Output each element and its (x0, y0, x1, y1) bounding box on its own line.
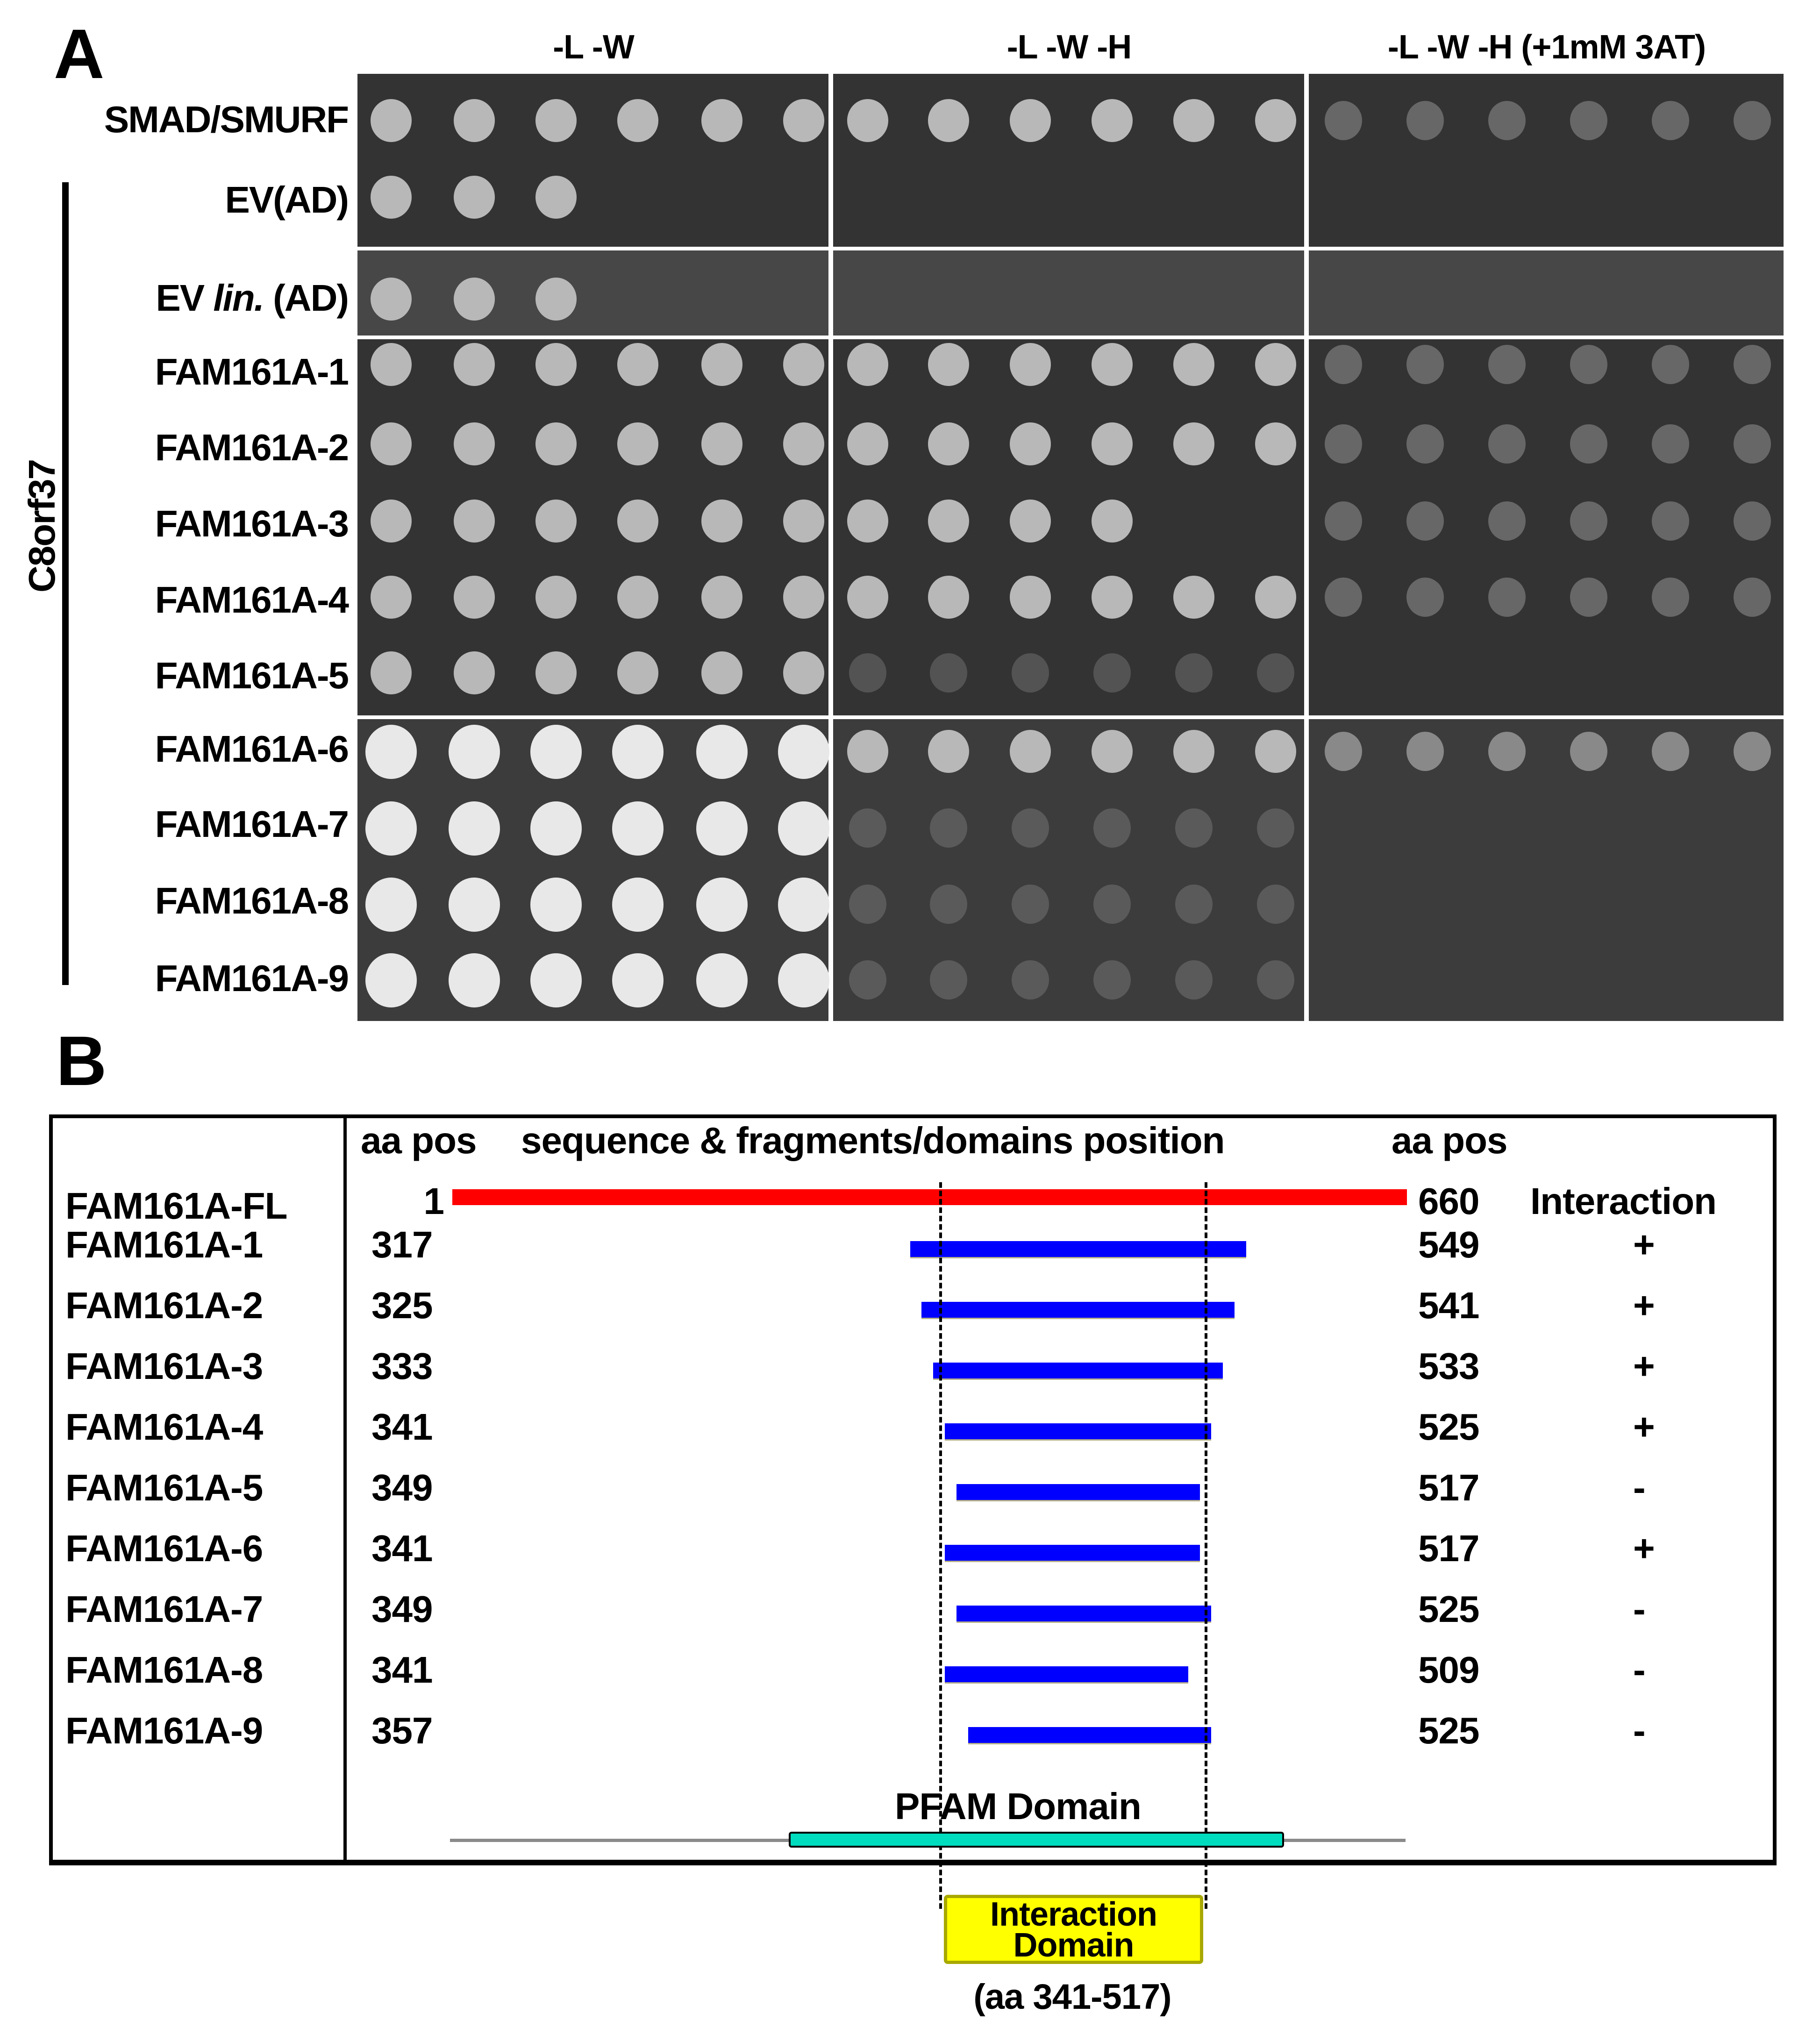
yeast-spot (928, 343, 969, 386)
yeast-spot (617, 422, 658, 465)
yeast-spot (1173, 730, 1214, 773)
yeast-spot (1255, 343, 1296, 386)
yeast-spot (930, 885, 967, 924)
yeast-spot (849, 885, 886, 924)
yeast-spot (1010, 730, 1051, 773)
yeast-spot (1093, 960, 1131, 1000)
yeast-spot (783, 422, 824, 465)
yeast-spot (371, 651, 412, 694)
yeast-spot (535, 651, 577, 694)
yeast-spot (928, 500, 969, 543)
fragment-bar (910, 1241, 1246, 1258)
row-label-fam161a-9: FAM161A-9 (155, 957, 348, 999)
yeast-spot (1175, 885, 1213, 924)
yeast-spot (1570, 101, 1607, 140)
fragment-end: 525 (1418, 1710, 1479, 1751)
fragment-bar (945, 1666, 1188, 1684)
yeast-spot (1325, 101, 1362, 140)
yeast-spot (535, 278, 577, 321)
yeast-spot (1652, 101, 1689, 140)
yeast-spot (1012, 960, 1049, 1000)
yeast-spot (612, 801, 664, 856)
yeast-spot (701, 576, 742, 619)
yeast-spot (928, 730, 969, 773)
yeast-spot (1652, 424, 1689, 464)
yeast-spot (778, 953, 829, 1007)
plate-lwh-top (833, 74, 1304, 247)
yeast-spot (371, 500, 412, 543)
yeast-spot (1012, 808, 1049, 848)
interaction-domain-line2: Domain (1013, 1927, 1134, 1964)
yeast-spot (1734, 345, 1771, 384)
yeast-spot (535, 422, 577, 465)
yeast-spot (530, 725, 582, 779)
yeast-spot (1570, 345, 1607, 384)
yeast-spot (1652, 345, 1689, 384)
panel-a-letter: A (54, 14, 105, 93)
fragment-start: 357 (371, 1710, 433, 1751)
pfam-label: PFAM Domain (895, 1785, 1141, 1827)
fragment-interaction: + (1633, 1285, 1655, 1326)
yeast-spot (778, 801, 829, 856)
yeast-spot (1092, 500, 1133, 543)
fragment-label: FAM161A-6 (65, 1528, 263, 1569)
plate-lwh-evlin (833, 250, 1304, 336)
yeast-spot (1570, 501, 1607, 541)
yeast-spot (783, 651, 824, 694)
fragment-end: 517 (1418, 1528, 1479, 1569)
yeast-spot (1488, 101, 1526, 140)
yeast-spot (847, 343, 888, 386)
yeast-spot (783, 500, 824, 543)
fragment-end: 541 (1418, 1285, 1479, 1326)
fragment-start: 341 (371, 1406, 433, 1448)
yeast-spot (530, 801, 582, 856)
row-label-fam161a-2: FAM161A-2 (155, 427, 348, 468)
yeast-spot (1012, 885, 1049, 924)
fragment-map-box (49, 1114, 1777, 1865)
yeast-spot (928, 99, 969, 142)
fragment-label: FAM161A-7 (65, 1588, 263, 1630)
yeast-spot (365, 953, 417, 1007)
fragment-interaction: + (1633, 1406, 1655, 1448)
interaction-domain-range: (aa 341-517) (973, 1977, 1171, 2017)
yeast-spot (1173, 422, 1214, 465)
fragment-bar (956, 1606, 1212, 1623)
plate-3at-top (1309, 74, 1784, 247)
fragment-end: 533 (1418, 1345, 1479, 1387)
yeast-spot (778, 725, 829, 779)
row-label-fam161a-8: FAM161A-8 (155, 880, 348, 921)
fl-start: 1 (423, 1180, 444, 1222)
yeast-spot (535, 176, 577, 219)
fragment-bar (968, 1727, 1212, 1744)
yeast-spot (1406, 345, 1444, 384)
fragment-interaction: + (1633, 1528, 1655, 1569)
pfam-domain-bar (789, 1832, 1284, 1848)
yeast-spot (783, 99, 824, 142)
yeast-spot (1406, 101, 1444, 140)
yeast-spot (1406, 501, 1444, 541)
row-label-fam161a-3: FAM161A-3 (155, 503, 348, 544)
fl-bar (452, 1189, 1407, 1205)
fragment-label: FAM161A-2 (65, 1285, 263, 1326)
yeast-spot (449, 953, 500, 1007)
yeast-spot (696, 878, 748, 932)
fragment-interaction: - (1633, 1649, 1645, 1691)
yeast-spot (1734, 424, 1771, 464)
row-label-ev-lin-ad: EV lin. (AD) (156, 277, 348, 319)
yeast-spot (612, 878, 664, 932)
yeast-spot (1570, 732, 1607, 771)
yeast-spot (1488, 501, 1526, 541)
yeast-spot (1570, 578, 1607, 617)
yeast-spot (365, 878, 417, 932)
interaction-domain-box (944, 1895, 1203, 1964)
yeast-spot (617, 576, 658, 619)
yeast-spot (1325, 424, 1362, 464)
yeast-spot (371, 422, 412, 465)
yeast-spot (849, 960, 886, 1000)
yeast-spot (847, 99, 888, 142)
row-label-fam161a-6: FAM161A-6 (155, 728, 348, 770)
yeast-spot (847, 422, 888, 465)
yeast-spot (1255, 99, 1296, 142)
yeast-spot (1092, 730, 1133, 773)
yeast-spot (1255, 730, 1296, 773)
yeast-spot (617, 651, 658, 694)
fragment-end: 517 (1418, 1467, 1479, 1508)
yeast-spot (454, 576, 495, 619)
fragment-bar (945, 1423, 1211, 1441)
plate-lw-evlin (357, 250, 828, 336)
yeast-spot (530, 878, 582, 932)
fragment-label: FAM161A-3 (65, 1345, 263, 1387)
row-label-smad-smurf: SMAD/SMURF (104, 99, 348, 140)
yeast-spot (1010, 500, 1051, 543)
yeast-spot (849, 808, 886, 848)
yeast-spot (928, 576, 969, 619)
yeast-spot (1175, 808, 1213, 848)
yeast-spot (1325, 732, 1362, 771)
yeast-spot (930, 808, 967, 848)
plate-grid (357, 74, 1784, 1021)
yeast-spot (617, 500, 658, 543)
yeast-spot (1093, 885, 1131, 924)
yeast-spot (701, 500, 742, 543)
yeast-spot (701, 422, 742, 465)
yeast-spot (612, 725, 664, 779)
yeast-spot (1488, 424, 1526, 464)
yeast-spot (701, 99, 742, 142)
yeast-spot (1734, 578, 1771, 617)
plate-3at-evlin (1309, 250, 1784, 336)
row-label-ev-ad: EV(AD) (225, 179, 348, 221)
yeast-spot (1010, 99, 1051, 142)
plate-lwh-mid (833, 339, 1304, 715)
plate-lw-mid (357, 339, 828, 715)
yeast-spot (1488, 345, 1526, 384)
yeast-spot (1325, 501, 1362, 541)
yeast-spot (371, 278, 412, 321)
yeast-spot (930, 653, 967, 693)
yeast-spot (1255, 422, 1296, 465)
yeast-spot (1092, 343, 1133, 386)
header-title: sequence & fragments/domains position (521, 1120, 1225, 1161)
fragment-label: FAM161A-9 (65, 1710, 263, 1751)
interaction-end-dashed-line (1205, 1182, 1207, 1909)
yeast-spot (847, 500, 888, 543)
yeast-spot (535, 343, 577, 386)
yeast-spot (454, 343, 495, 386)
yeast-spot (617, 343, 658, 386)
yeast-spot (701, 651, 742, 694)
row-label-fam161a-1: FAM161A-1 (155, 351, 348, 393)
fragment-start: 333 (371, 1345, 433, 1387)
yeast-spot (1255, 576, 1296, 619)
yeast-spot (454, 278, 495, 321)
fragment-end: 525 (1418, 1406, 1479, 1448)
yeast-spot (930, 960, 967, 1000)
yeast-spot (1092, 422, 1133, 465)
yeast-spot (1325, 578, 1362, 617)
plate-3at-mid (1309, 339, 1784, 715)
yeast-spot (454, 500, 495, 543)
fragment-bar (921, 1302, 1235, 1319)
plate-3at-bottom (1309, 719, 1784, 1021)
row-label-fam161a-5: FAM161A-5 (155, 655, 348, 696)
yeast-spot (928, 422, 969, 465)
yeast-spot (1734, 732, 1771, 771)
yeast-spot (1570, 424, 1607, 464)
plate-lw-bottom (357, 719, 828, 1021)
label-divider (343, 1118, 347, 1861)
column-header-lwh: -L -W -H (1006, 29, 1132, 66)
fragment-end: 509 (1418, 1649, 1479, 1691)
fragment-label: FAM161A-8 (65, 1649, 263, 1691)
yeast-spot (1406, 732, 1444, 771)
fragment-interaction: - (1633, 1588, 1645, 1630)
yeast-spot (1488, 732, 1526, 771)
yeast-spot (1406, 424, 1444, 464)
panel-b-letter: B (56, 1021, 107, 1100)
yeast-spot (1173, 99, 1214, 142)
fragment-start: 341 (371, 1649, 433, 1691)
yeast-spot (535, 500, 577, 543)
fl-end: 660 (1418, 1180, 1479, 1222)
interaction-header: Interaction (1530, 1180, 1716, 1222)
fragment-label: FAM161A-1 (65, 1224, 263, 1265)
yeast-spot (1257, 653, 1294, 693)
yeast-spot (1093, 808, 1131, 848)
yeast-spot (1092, 99, 1133, 142)
fragment-interaction: + (1633, 1345, 1655, 1387)
yeast-spot (1173, 343, 1214, 386)
plate-lwh-bottom (833, 719, 1304, 1021)
yeast-spot (535, 576, 577, 619)
yeast-spot (530, 953, 582, 1007)
yeast-spot (849, 653, 886, 693)
yeast-spot (1488, 578, 1526, 617)
fragment-start: 317 (371, 1224, 433, 1265)
yeast-spot (696, 725, 748, 779)
yeast-spot (535, 99, 577, 142)
yeast-spot (783, 576, 824, 619)
yeast-spot (454, 99, 495, 142)
yeast-spot (1092, 576, 1133, 619)
fragment-label: FAM161A-4 (65, 1406, 263, 1448)
interaction-domain-line1: Interaction (990, 1896, 1157, 1933)
yeast-spot (617, 99, 658, 142)
yeast-spot (701, 343, 742, 386)
fragment-label: FAM161A-5 (65, 1467, 263, 1508)
yeast-spot (371, 343, 412, 386)
header-aa-pos-left: aa pos (361, 1120, 477, 1161)
yeast-spot (696, 953, 748, 1007)
fragment-start: 349 (371, 1467, 433, 1508)
yeast-spot (365, 725, 417, 779)
row-label-fam161a-7: FAM161A-7 (155, 803, 348, 845)
yeast-spot (847, 576, 888, 619)
yeast-spot (365, 801, 417, 856)
yeast-spot (454, 422, 495, 465)
yeast-spot (1257, 960, 1294, 1000)
yeast-spot (449, 801, 500, 856)
yeast-spot (1406, 578, 1444, 617)
yeast-spot (1010, 422, 1051, 465)
yeast-spot (778, 878, 829, 932)
column-header-lwh-3at: -L -W -H (+1mM 3AT) (1387, 29, 1706, 66)
fragment-start: 349 (371, 1588, 433, 1630)
yeast-spot (1010, 576, 1051, 619)
yeast-spot (1093, 653, 1131, 693)
yeast-spot (783, 343, 824, 386)
yeast-spot (1325, 345, 1362, 384)
column-header-lw: -L -W (553, 29, 634, 66)
fragment-end: 549 (1418, 1224, 1479, 1265)
fragment-start: 325 (371, 1285, 433, 1326)
header-aa-pos-right: aa pos (1392, 1120, 1507, 1161)
yeast-spot (1652, 501, 1689, 541)
yeast-spot (1173, 576, 1214, 619)
fragment-start: 341 (371, 1528, 433, 1569)
yeast-spot (449, 725, 500, 779)
fragment-bar (945, 1545, 1200, 1562)
yeast-spot (449, 878, 500, 932)
row-label-fam161a-4: FAM161A-4 (155, 579, 348, 621)
fragment-end: 525 (1418, 1588, 1479, 1630)
yeast-spot (454, 651, 495, 694)
fragment-interaction: - (1633, 1467, 1645, 1508)
yeast-spot (1652, 578, 1689, 617)
fragment-interaction: + (1633, 1224, 1655, 1265)
yeast-spot (1257, 808, 1294, 848)
yeast-spot (371, 576, 412, 619)
yeast-spot (1012, 653, 1049, 693)
yeast-spot (1257, 885, 1294, 924)
yeast-spot (1175, 653, 1213, 693)
yeast-spot (1734, 501, 1771, 541)
fragment-bar (956, 1484, 1200, 1501)
yeast-spot (612, 953, 664, 1007)
yeast-spot (1010, 343, 1051, 386)
fl-label: FAM161A-FL (65, 1185, 287, 1227)
yeast-spot (1734, 101, 1771, 140)
plate-lw-top (357, 74, 828, 247)
yeast-spot (454, 176, 495, 219)
bracket-label: C8orf37 (21, 460, 63, 593)
fragment-interaction: - (1633, 1710, 1645, 1751)
fragment-bar (933, 1363, 1223, 1380)
yeast-spot (371, 99, 412, 142)
yeast-spot (1652, 732, 1689, 771)
yeast-spot (371, 176, 412, 219)
yeast-spot (847, 730, 888, 773)
yeast-spot (696, 801, 748, 856)
yeast-spot (1175, 960, 1213, 1000)
